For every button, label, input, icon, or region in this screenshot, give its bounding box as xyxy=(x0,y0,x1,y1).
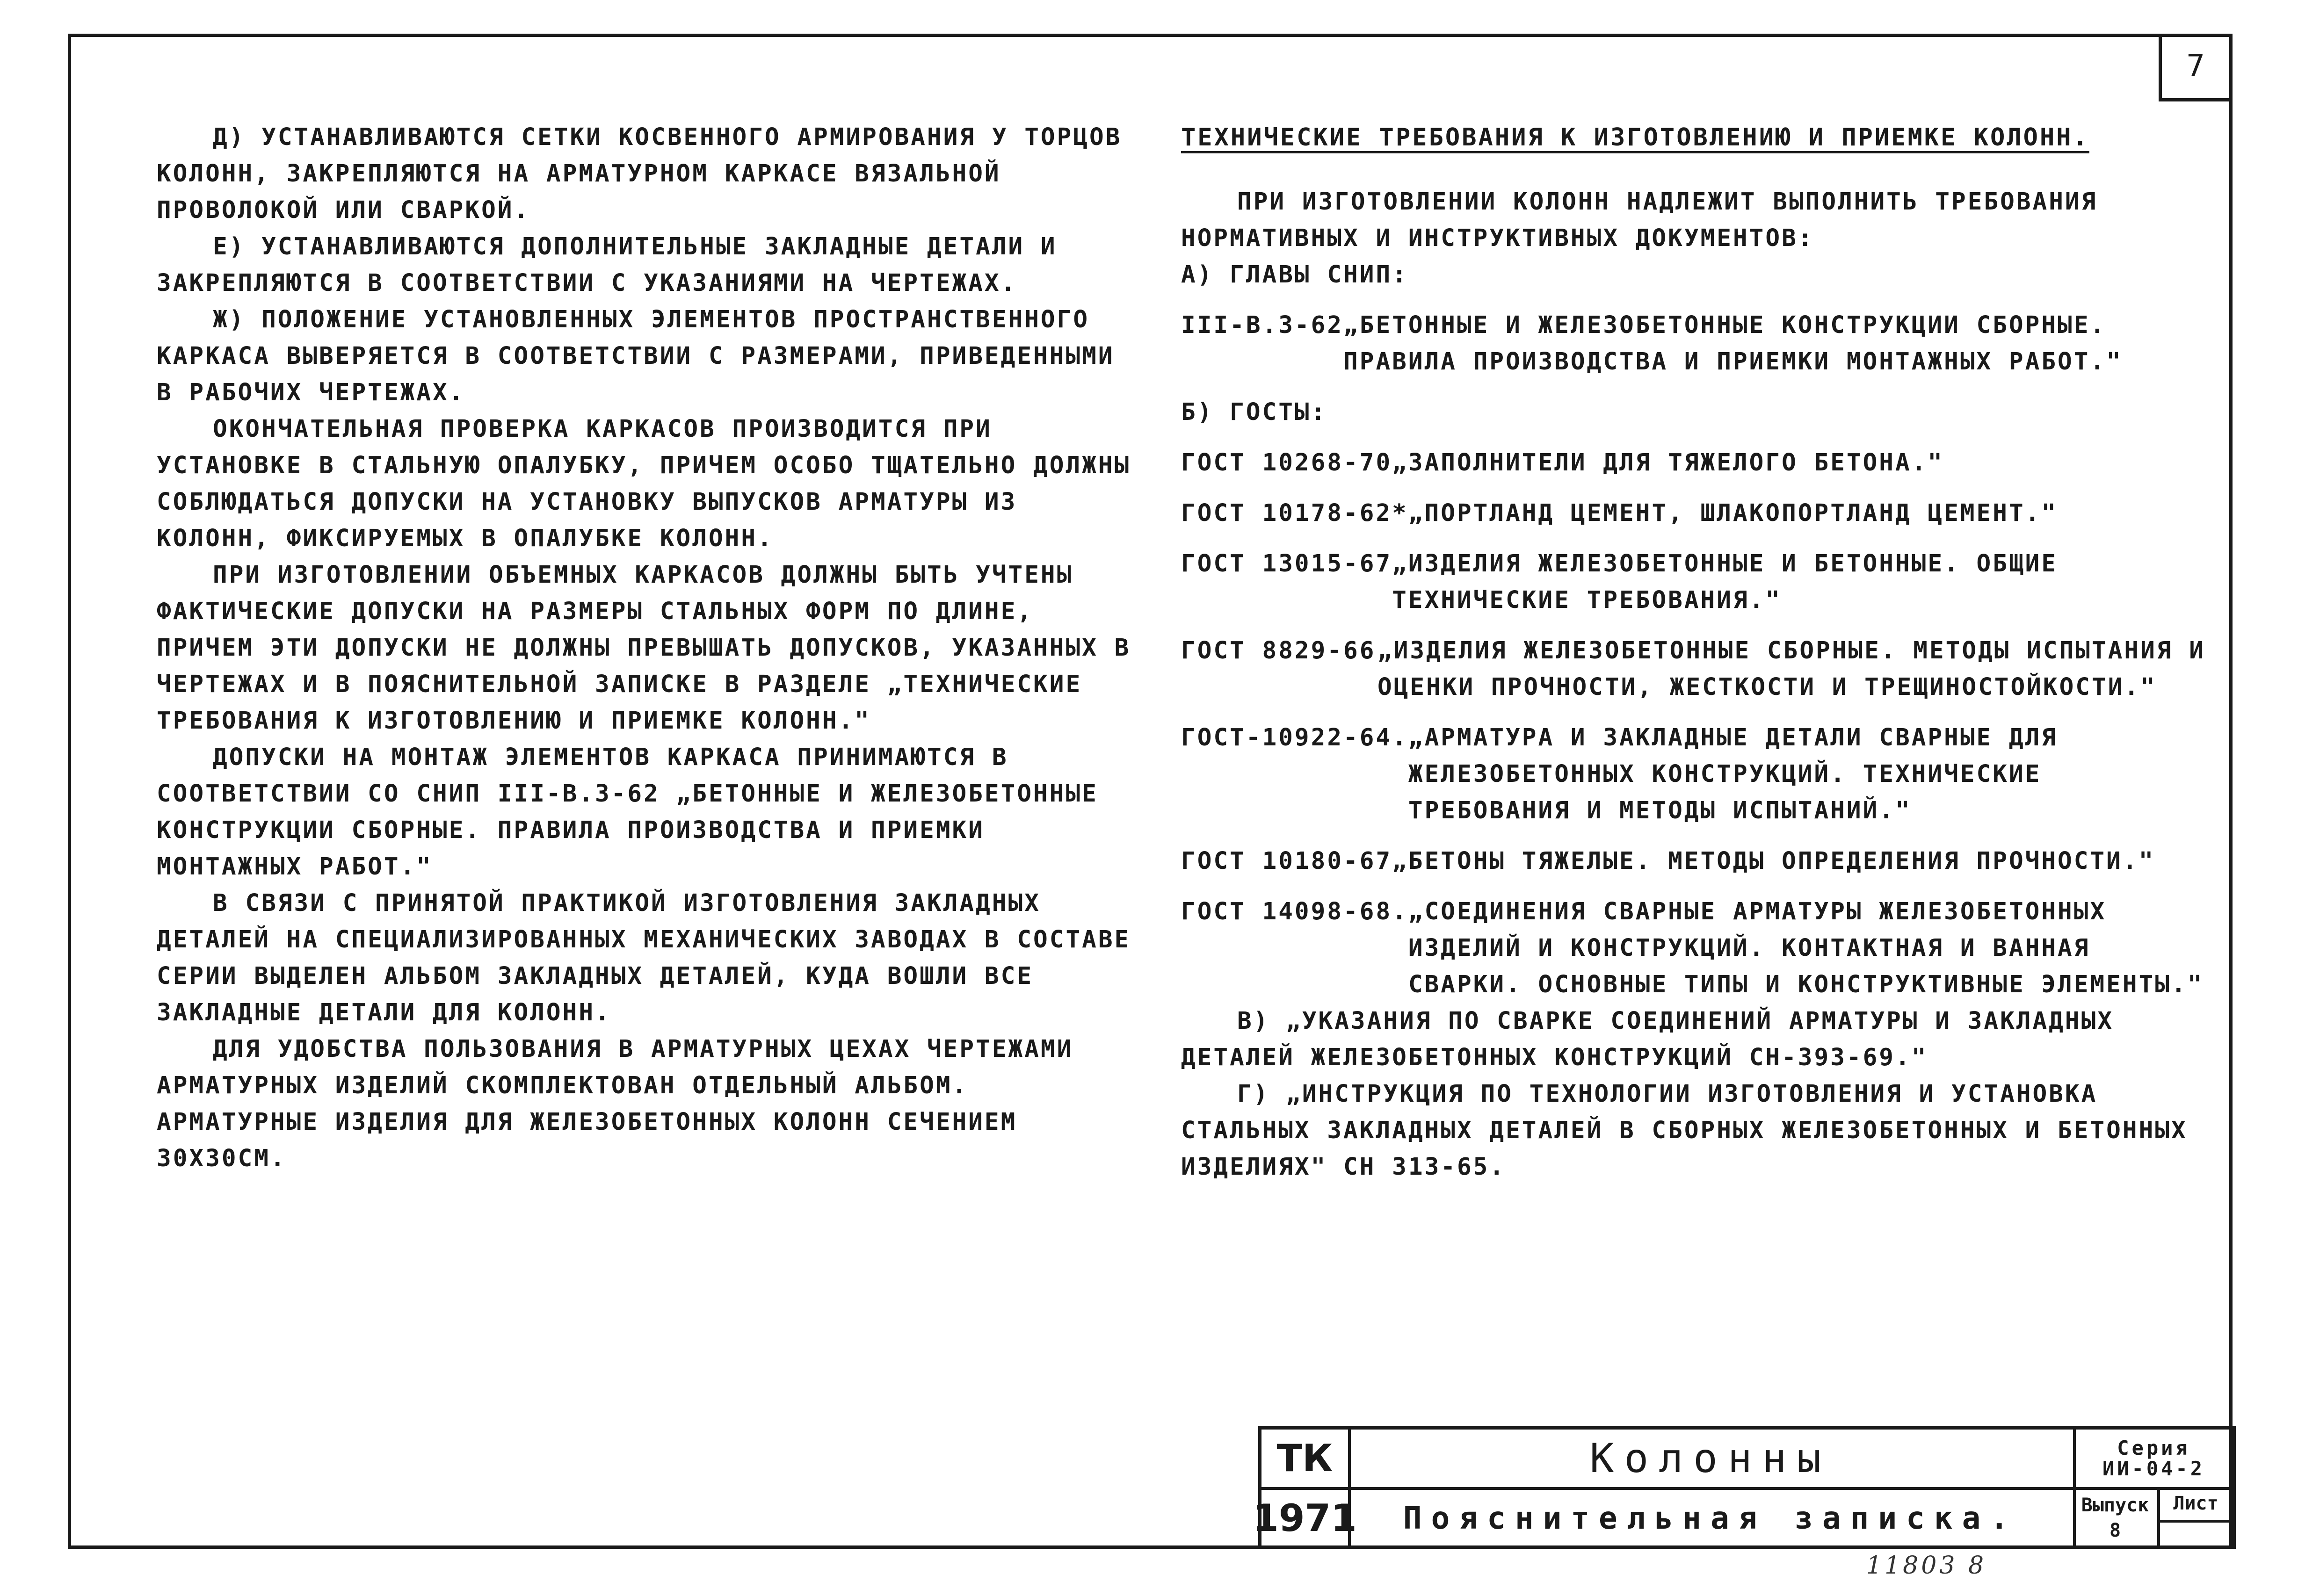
right-column xyxy=(1181,119,2219,1185)
gost-row xyxy=(1181,495,2219,532)
gost-code: ГОСТ-10922-64. xyxy=(1181,724,1408,751)
paragraph: ДЛЯ УДОБСТВА ПОЛЬЗОВАНИЯ В АРМАТУРНЫХ ЦЕХАХ ЧЕРТЕЖАМИ АРМАТУРНЫХ ИЗДЕЛИЙ СКОМПЛЕКТОВАН ОТДЕЛЬНЫЙ АЛЬБОМ. АРМАТУРНЫЕ ИЗДЕЛИЯ ДЛЯ ЖЕЛЕЗОБЕТОННЫХ КОЛОНН СЕЧЕНИЕМ 30Х30СМ. xyxy=(157,1035,1073,1172)
title-block-series xyxy=(2073,1430,2234,1487)
paragraph: Ж) ПОЛОЖЕНИЕ УСТАНОВЛЕННЫХ ЭЛЕМЕНТОВ ПРОСТРАНСТВЕННОГО КАРКАСА ВЫВЕРЯЕТСЯ В СООТВЕТСТВИИ С РАЗМЕРАМИ, ПРИВЕДЕННЫМИ В РАБОЧИХ ЧЕРТЕЖАХ. xyxy=(157,306,1115,406)
paragraph: ОКОНЧАТЕЛЬНАЯ ПРОВЕРКА КАРКАСОВ ПРОИЗВОДИТСЯ ПРИ УСТАНОВКЕ В СТАЛЬНУЮ ОПАЛУБКУ, ПРИЧЕМ ОСОБО ТЩАТЕЛЬНО ДОЛЖНЫ СОБЛЮДАТЬСЯ ДОПУСКИ НА УСТАНОВКУ ВЫПУСКОВ АРМАТУРЫ ИЗ КОЛОНН, ФИКСИРУЕМЫХ В ОПАЛУБКЕ КОЛОНН. xyxy=(157,415,1131,552)
paragraph: ДОПУСКИ НА МОНТАЖ ЭЛЕМЕНТОВ КАРКАСА ПРИНИМАЮТСЯ В СООТВЕТСТВИИ СО СНИП III-В.3-62 „БЕТОННЫЕ И ЖЕЛЕЗОБЕТОННЫЕ КОНСТРУКЦИИ СБОРНЫЕ. ПРАВИЛА ПРОИЗВОДСТВА И ПРИЕМКИ МОНТАЖНЫХ РАБОТ." xyxy=(157,744,1098,881)
gost-row xyxy=(1181,633,2219,706)
gost-title: „ИЗДЕЛИЯ ЖЕЛЕЗОБЕТОННЫЕ СБОРНЫЕ. МЕТОДЫ ИСПЫТАНИЯ И ОЦЕНКИ ПРОЧНОСТИ, ЖЕСТКОСТИ И ТРЕЩИНОСТОЙКОСТИ." xyxy=(1377,637,2205,701)
handwritten-note: 11803 8 xyxy=(1866,1552,1987,1580)
title-block xyxy=(1253,1426,2236,1549)
snip-label: А) ГЛАВЫ СНИП: xyxy=(1181,261,1408,289)
gost-code: ГОСТ 10180-67 xyxy=(1181,847,1392,875)
gost-code: ГОСТ 10178-62* xyxy=(1181,499,1408,527)
left-column xyxy=(157,119,1134,1177)
title-block-title: Колонны xyxy=(1589,1435,1832,1482)
snip-text: „БЕТОННЫЕ И ЖЕЛЕЗОБЕТОННЫЕ КОНСТРУКЦИИ СБОРНЫЕ. ПРАВИЛА ПРОИЗВОДСТВА И ПРИЕМКИ МОНТАЖНЫХ РАБОТ." xyxy=(1343,311,2123,376)
vypusk-label: Выпуск xyxy=(2081,1495,2149,1516)
vypusk-value: 8 xyxy=(2109,1520,2121,1541)
paragraph: В СВЯЗИ С ПРИНЯТОЙ ПРАКТИКОЙ ИЗГОТОВЛЕНИЯ ЗАКЛАДНЫХ ДЕТАЛЕЙ НА СПЕЦИАЛИЗИРОВАННЫХ МЕХАНИЧЕСКИХ ЗАВОДАХ В СОСТАВЕ СЕРИИ ВЫДЕЛЕН АЛЬБОМ ЗАКЛАДНЫХ ДЕТАЛЕЙ, КУДА ВОШЛИ ВСЕ ЗАКЛАДНЫЕ ДЕТАЛИ ДЛЯ КОЛОНН. xyxy=(157,889,1131,1026)
paragraph-v: В) „УКАЗАНИЯ ПО СВАРКЕ СОЕДИНЕНИЙ АРМАТУРЫ И ЗАКЛАДНЫХ ДЕТАЛЕЙ ЖЕЛЕЗОБЕТОННЫХ КОНСТРУКЦИЙ СН-393-69." xyxy=(1181,1007,2114,1071)
page-number: 7 xyxy=(2159,34,2233,101)
gost-title: „ИЗДЕЛИЯ ЖЕЛЕЗОБЕТОННЫЕ И БЕТОННЫЕ. ОБЩИЕ ТЕХНИЧЕСКИЕ ТРЕБОВАНИЯ." xyxy=(1392,550,2058,614)
title-block-tk: ТК xyxy=(1276,1437,1333,1480)
gost-title: „АРМАТУРА И ЗАКЛАДНЫЕ ДЕТАЛИ СВАРНЫЕ ДЛЯ ЖЕЛЕЗОБЕТОННЫХ КОНСТРУКЦИЙ. ТЕХНИЧЕСКИЕ ТРЕБОВАНИЯ И МЕТОДЫ ИСПЫТАНИЙ." xyxy=(1408,724,2058,824)
gost-row xyxy=(1181,445,2219,481)
gost-title: „ПОРТЛАНД ЦЕМЕНТ, ШЛАКОПОРТЛАНД ЦЕМЕНТ." xyxy=(1408,499,2058,527)
snip-row xyxy=(1181,307,2219,380)
gost-row xyxy=(1181,894,2219,1003)
list-label: Лист xyxy=(2173,1493,2218,1514)
list-value xyxy=(2157,1520,2234,1549)
series-value: ИИ-04-2 xyxy=(2102,1457,2205,1480)
gost-code: ГОСТ 13015-67 xyxy=(1181,550,1392,578)
divider xyxy=(2157,1487,2160,1545)
gost-label: Б) ГОСТЫ: xyxy=(1181,398,1327,426)
gost-row xyxy=(1181,720,2219,829)
paragraph: Е) УСТАНАВЛИВАЮТСЯ ДОПОЛНИТЕЛЬНЫЕ ЗАКЛАДНЫЕ ДЕТАЛИ И ЗАКРЕПЛЯЮТСЯ В СООТВЕТСТВИИ С УКАЗАНИЯМИ НА ЧЕРТЕЖАХ. xyxy=(157,233,1057,297)
divider xyxy=(1261,1487,2233,1490)
paragraph-g: Г) „ИНСТРУКЦИЯ ПО ТЕХНОЛОГИИ ИЗГОТОВЛЕНИЯ И УСТАНОВКА СТАЛЬНЫХ ЗАКЛАДНЫХ ДЕТАЛЕЙ В СБОРНЫХ ЖЕЛЕЗОБЕТОННЫХ И БЕТОННЫХ ИЗДЕЛИЯХ" СН 313-65. xyxy=(1181,1080,2188,1181)
divider xyxy=(2157,1520,2233,1523)
intro-paragraph: ПРИ ИЗГОТОВЛЕНИИ КОЛОНН НАДЛЕЖИТ ВЫПОЛНИТЬ ТРЕБОВАНИЯ НОРМАТИВНЫХ И ИНСТРУКТИВНЫХ ДОКУМЕНТОВ: xyxy=(1181,188,2098,252)
title-block-year: 1971 xyxy=(1253,1496,1357,1540)
series-label: Серия xyxy=(2117,1436,2190,1459)
gost-title: „СОЕДИНЕНИЯ СВАРНЫЕ АРМАТУРЫ ЖЕЛЕЗОБЕТОННЫХ ИЗДЕЛИЙ И КОНСТРУКЦИЙ. КОНТАКТНАЯ И ВАННАЯ СВАРКИ. ОСНОВНЫЕ ТИПЫ И КОНСТРУКТИВНЫЕ ЭЛЕМЕНТЫ." xyxy=(1408,898,2204,998)
gost-title: „БЕТОНЫ ТЯЖЕЛЫЕ. МЕТОДЫ ОПРЕДЕЛЕНИЯ ПРОЧНОСТИ." xyxy=(1392,847,2155,875)
section-heading: ТЕХНИЧЕСКИЕ ТРЕБОВАНИЯ К ИЗГОТОВЛЕНИЮ И ПРИЕМКЕ КОЛОНН. xyxy=(1181,123,2089,152)
gost-code: ГОСТ 10268-70 xyxy=(1181,449,1392,477)
title-block-vypusk xyxy=(2073,1487,2157,1549)
paragraph: Д) УСТАНАВЛИВАЮТСЯ СЕТКИ КОСВЕННОГО АРМИРОВАНИЯ У ТОРЦОВ КОЛОНН, ЗАКРЕПЛЯЮТСЯ НА АРМАТУРНОМ КАРКАСЕ ВЯЗАЛЬНОЙ ПРОВОЛОКОЙ ИЛИ СВАРКОЙ. xyxy=(157,123,1122,224)
gost-list xyxy=(1181,445,2219,1003)
gost-code: ГОСТ 8829-66 xyxy=(1181,637,1376,664)
gost-row xyxy=(1181,843,2219,880)
paragraph: ПРИ ИЗГОТОВЛЕНИИ ОБЪЕМНЫХ КАРКАСОВ ДОЛЖНЫ БЫТЬ УЧТЕНЫ ФАКТИЧЕСКИЕ ДОПУСКИ НА РАЗМЕРЫ СТАЛЬНЫХ ФОРМ ПО ДЛИНЕ, ПРИЧЕМ ЭТИ ДОПУСКИ НЕ ДОЛЖНЫ ПРЕВЫШАТЬ ДОПУСКОВ, УКАЗАННЫХ В ЧЕРТЕЖАХ И В ПОЯСНИТЕЛЬНОЙ ЗАПИСКЕ В РАЗДЕЛЕ „ТЕХНИЧЕСКИЕ ТРЕБОВАНИЯ К ИЗГОТОВЛЕНИЮ И ПРИЕМКЕ КОЛОНН." xyxy=(157,561,1131,735)
gost-title: „ЗАПОЛНИТЕЛИ ДЛЯ ТЯЖЕЛОГО БЕТОНА." xyxy=(1392,449,1944,477)
title-block-subtitle: Пояснительная записка. xyxy=(1403,1500,2018,1536)
gost-row xyxy=(1181,546,2219,619)
snip-code: III-В.3-62 xyxy=(1181,311,1344,339)
gost-code: ГОСТ 14098-68. xyxy=(1181,898,1408,925)
